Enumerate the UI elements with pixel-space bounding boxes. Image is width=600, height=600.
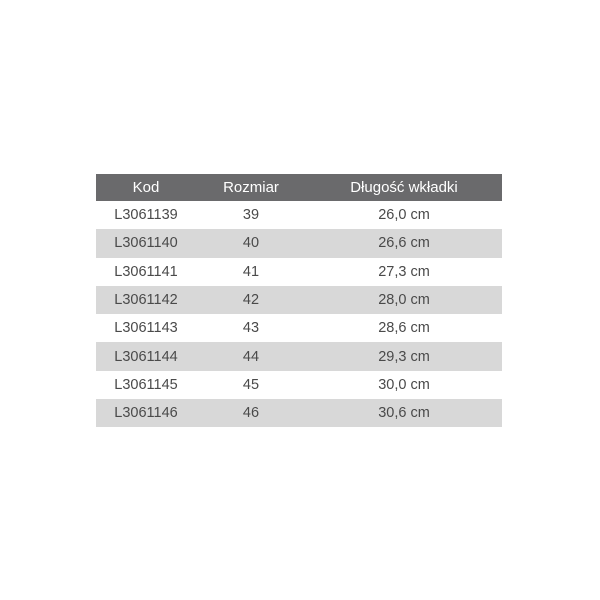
cell-kod: L3061143 (96, 314, 196, 342)
table-row (96, 371, 502, 399)
header-kod: Kod (96, 174, 196, 201)
cell-rozmiar: 39 (196, 201, 306, 229)
cell-kod: L3061146 (96, 399, 196, 427)
table-header-row (96, 174, 502, 201)
cell-kod: L3061145 (96, 371, 196, 399)
table-row (96, 314, 502, 342)
cell-rozmiar: 46 (196, 399, 306, 427)
cell-dlugosc: 30,6 cm (306, 399, 502, 427)
cell-dlugosc: 27,3 cm (306, 258, 502, 286)
table-row (96, 229, 502, 257)
cell-rozmiar: 45 (196, 371, 306, 399)
cell-kod: L3061142 (96, 286, 196, 314)
cell-rozmiar: 40 (196, 229, 306, 257)
table-row (96, 342, 502, 370)
table-row (96, 201, 502, 229)
header-rozmiar: Rozmiar (196, 174, 306, 201)
cell-dlugosc: 26,6 cm (306, 229, 502, 257)
header-dlugosc-wkladki: Długość wkładki (306, 174, 502, 201)
cell-rozmiar: 43 (196, 314, 306, 342)
table-row (96, 258, 502, 286)
table-row (96, 399, 502, 427)
cell-dlugosc: 28,0 cm (306, 286, 502, 314)
cell-kod: L3061141 (96, 258, 196, 286)
cell-dlugosc: 29,3 cm (306, 342, 502, 370)
cell-dlugosc: 26,0 cm (306, 201, 502, 229)
cell-kod: L3061140 (96, 229, 196, 257)
cell-kod: L3061139 (96, 201, 196, 229)
cell-kod: L3061144 (96, 342, 196, 370)
cell-rozmiar: 44 (196, 342, 306, 370)
cell-dlugosc: 30,0 cm (306, 371, 502, 399)
cell-dlugosc: 28,6 cm (306, 314, 502, 342)
table-row (96, 286, 502, 314)
cell-rozmiar: 41 (196, 258, 306, 286)
size-table (96, 174, 502, 427)
cell-rozmiar: 42 (196, 286, 306, 314)
